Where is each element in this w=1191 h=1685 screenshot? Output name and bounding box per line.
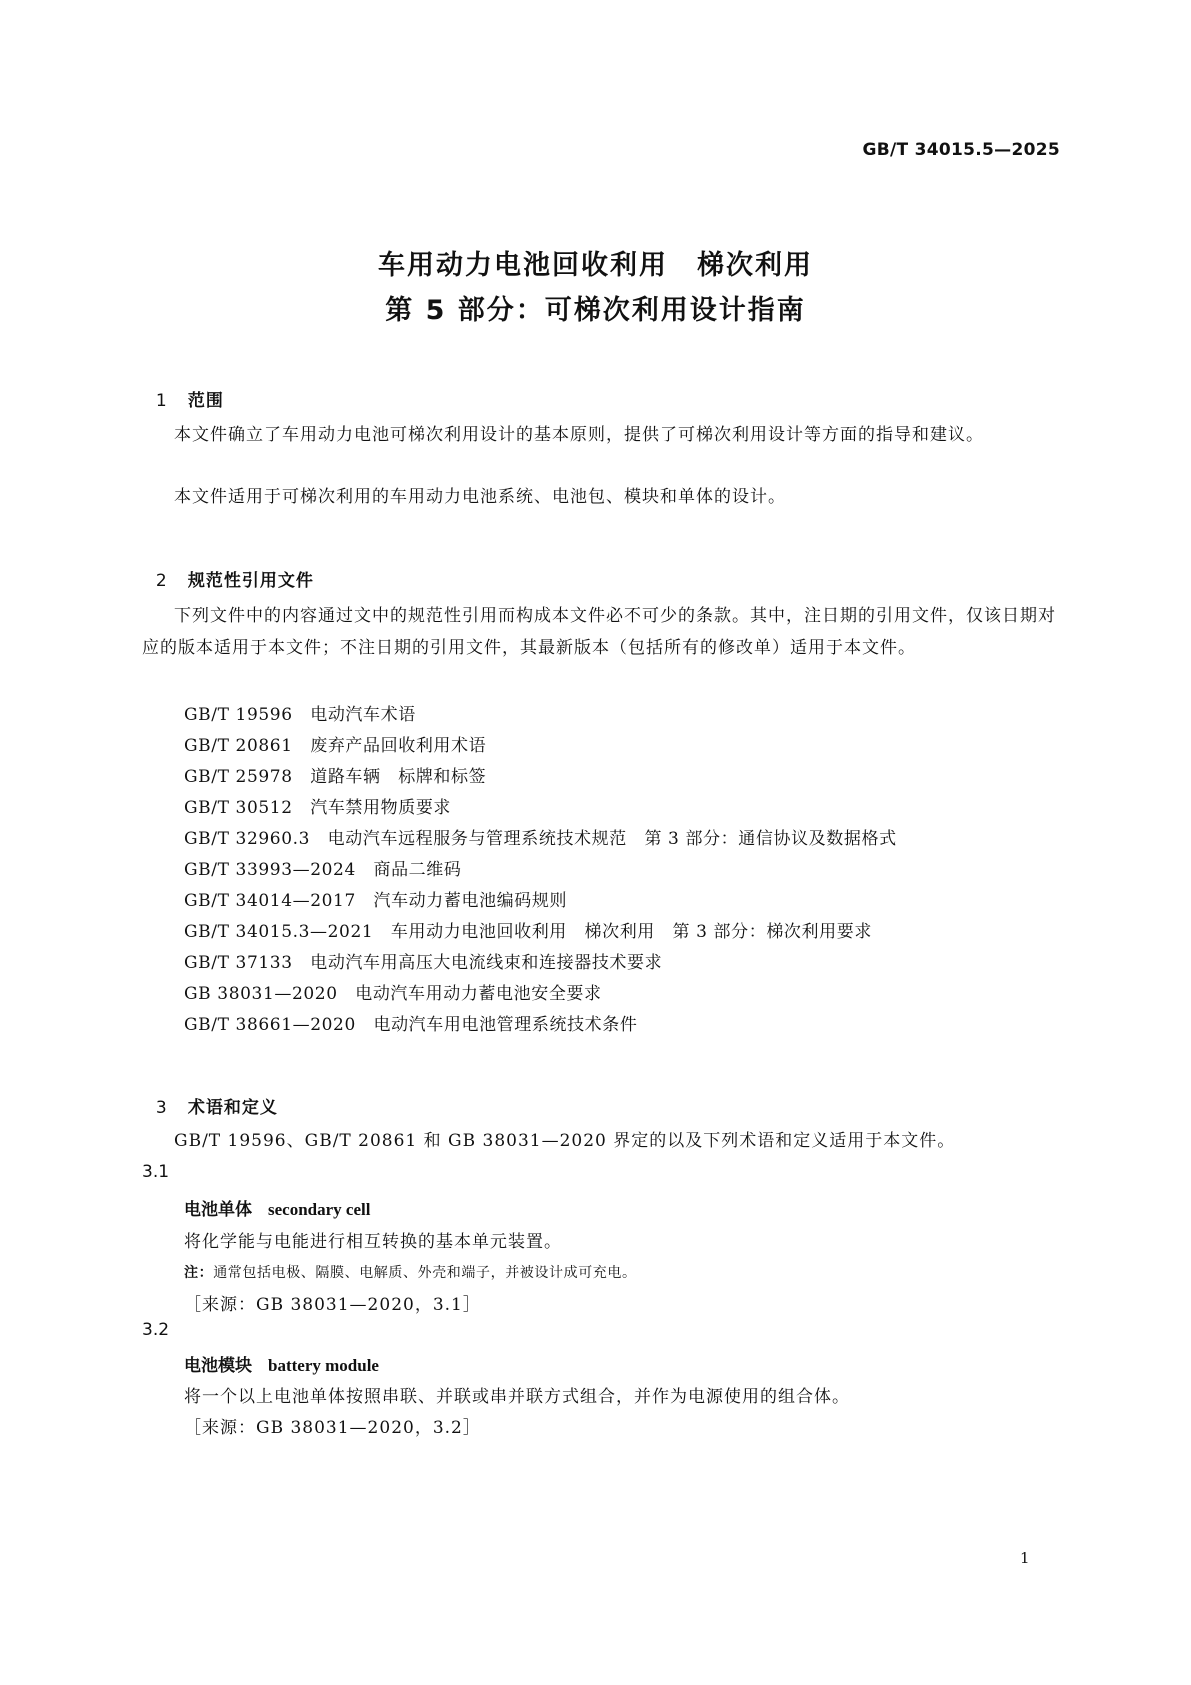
section-number: 1 xyxy=(155,391,168,411)
reference-item: GB/T 34014—2017 汽车动力蓄电池编码规则 xyxy=(184,891,568,911)
reference-item: GB 38031—2020 电动汽车用动力蓄电池安全要求 xyxy=(184,984,602,1004)
section-title: 术语和定义 xyxy=(187,1098,278,1118)
section-title: 规范性引用文件 xyxy=(187,571,314,591)
section-title: 范围 xyxy=(187,391,224,411)
reference-item: GB/T 33993—2024 商品二维码 xyxy=(184,860,462,880)
reference-item: GB/T 20861 废弃产品回收利用术语 xyxy=(184,736,487,756)
scope-paragraph-2: 本文件适用于可梯次利用的车用动力电池系统、电池包、模块和单体的设计。 xyxy=(174,487,786,507)
normative-references-intro: 下列文件中的内容通过文中的规范性引用而构成本文件必不可少的条款。其中，注日期的引用文件，仅该日期对应的版本适用于本文件；不注日期的引用文件，其最新版本（包括所有的修改单）适用于本文件。 xyxy=(142,606,1056,658)
term-en: battery module xyxy=(268,1356,379,1375)
term-entry xyxy=(184,1351,379,1376)
term-zh: 电池单体 xyxy=(184,1200,252,1220)
section-2-heading xyxy=(142,546,314,591)
scope-paragraph-1: 本文件确立了车用动力电池可梯次利用设计的基本原则，提供了可梯次利用设计等方面的指导和建议。 xyxy=(174,425,984,445)
term-source: ［来源：GB 38031—2020，3.2］ xyxy=(184,1418,481,1438)
reference-item: GB/T 38661—2020 电动汽车用电池管理系统技术条件 xyxy=(184,1015,638,1035)
term-definition: 将一个以上电池单体按照串联、并联或串并联方式组合，并作为电源使用的组合体。 xyxy=(184,1387,850,1407)
section-number: 3 xyxy=(155,1098,168,1118)
term-note xyxy=(184,1262,637,1282)
term-entry xyxy=(184,1195,370,1220)
page-number: 1 xyxy=(1020,1549,1030,1567)
standard-number: GB/T 34015.5—2025 xyxy=(862,140,1060,160)
section-3-heading xyxy=(142,1073,278,1118)
reference-item: GB/T 30512 汽车禁用物质要求 xyxy=(184,798,452,818)
section-number: 2 xyxy=(155,571,168,591)
reference-item: GB/T 32960.3 电动汽车远程服务与管理系统技术规范 第 3 部分：通信协议及数据格式 xyxy=(184,829,897,849)
terms-intro: GB/T 19596、GB/T 20861 和 GB 38031—2020 界定的以及下列术语和定义适用于本文件。 xyxy=(174,1131,956,1151)
term-en: secondary cell xyxy=(268,1200,371,1219)
reference-item: GB/T 34015.3—2021 车用动力电池回收利用 梯次利用 第 3 部分：梯次利用要求 xyxy=(184,922,872,942)
reference-item: GB/T 25978 道路车辆 标牌和标签 xyxy=(184,767,487,787)
reference-item: GB/T 19596 电动汽车术语 xyxy=(184,705,416,725)
note-text: 通常包括电极、隔膜、电解质、外壳和端子，并被设计成可充电。 xyxy=(213,1265,637,1281)
note-label: 注： xyxy=(184,1265,214,1281)
term-zh: 电池模块 xyxy=(184,1356,252,1376)
term-definition: 将化学能与电能进行相互转换的基本单元装置。 xyxy=(184,1232,562,1252)
clause-number: 3.1 xyxy=(142,1162,170,1182)
clause-number: 3.2 xyxy=(142,1320,170,1340)
document-title-line2: 第 5 部分：可梯次利用设计指南 xyxy=(385,295,806,326)
term-source: ［来源：GB 38031—2020，3.1］ xyxy=(184,1295,481,1315)
section-1-heading xyxy=(142,366,224,411)
document-title-line1: 车用动力电池回收利用 梯次利用 xyxy=(378,250,813,281)
reference-item: GB/T 37133 电动汽车用高压大电流线束和连接器技术要求 xyxy=(184,953,663,973)
